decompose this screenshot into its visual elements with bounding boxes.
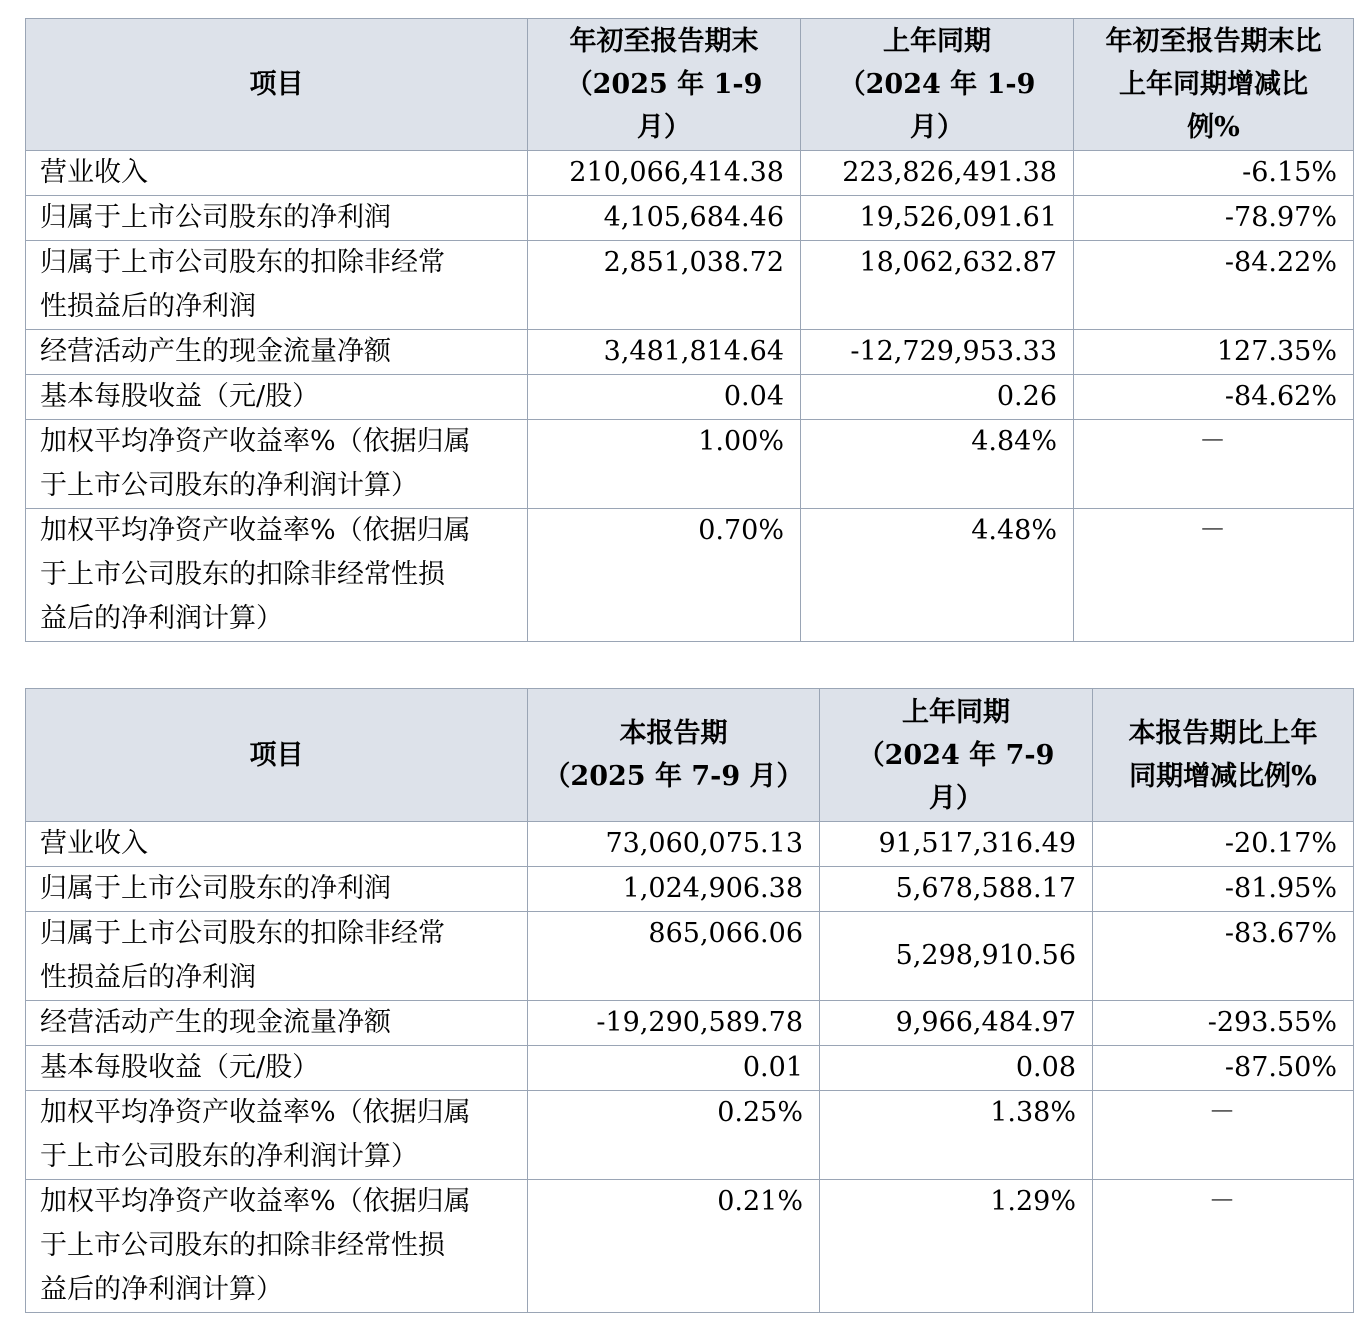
table-header-row (26, 689, 1354, 822)
row-prior: -12,729,953.33 (801, 330, 1074, 375)
row-current: 0.70% (528, 509, 801, 642)
row-change: -6.15% (1074, 151, 1354, 196)
row-current: 865,066.06 (528, 912, 820, 1001)
row-current: 0.21% (528, 1180, 820, 1313)
row-current: 0.04 (528, 375, 801, 420)
row-prior: 18,062,632.87 (801, 241, 1074, 330)
table-row (26, 1046, 1354, 1091)
row-current: 3,481,814.64 (528, 330, 801, 375)
header-change-pct: 本报告期比上年 同期增减比例% (1093, 689, 1354, 822)
table-row (26, 867, 1354, 912)
row-item: 加权平均净资产收益率%（依据归属 于上市公司股东的扣除非经常性损 益后的净利润计算） (26, 509, 528, 642)
table-row (26, 330, 1354, 375)
ytd-financial-table (25, 18, 1354, 642)
row-prior: 0.26 (801, 375, 1074, 420)
header-change-pct: 年初至报告期末比 上年同期增减比 例% (1074, 19, 1354, 151)
row-prior: 4.84% (801, 420, 1074, 509)
row-prior: 5,298,910.56 (820, 912, 1093, 1001)
row-prior: 91,517,316.49 (820, 822, 1093, 867)
row-prior: 4.48% (801, 509, 1074, 642)
row-item: 加权平均净资产收益率%（依据归属 于上市公司股东的净利润计算） (26, 420, 528, 509)
table-row (26, 420, 1354, 509)
header-current-period: 年初至报告期末 （2025 年 1-9 月） (528, 19, 801, 151)
row-item: 加权平均净资产收益率%（依据归属 于上市公司股东的净利润计算） (26, 1091, 528, 1180)
row-change: -84.62% (1074, 375, 1354, 420)
row-current: 0.25% (528, 1091, 820, 1180)
row-prior: 0.08 (820, 1046, 1093, 1091)
row-current: 1.00% (528, 420, 801, 509)
row-prior: 1.29% (820, 1180, 1093, 1313)
row-item: 营业收入 (26, 822, 528, 867)
row-item: 基本每股收益（元/股） (26, 375, 528, 420)
row-item: 基本每股收益（元/股） (26, 1046, 528, 1091)
row-current: -19,290,589.78 (528, 1001, 820, 1046)
row-prior: 19,526,091.61 (801, 196, 1074, 241)
table-header-row (26, 19, 1354, 151)
row-change: -87.50% (1093, 1046, 1354, 1091)
table-row (26, 1091, 1354, 1180)
row-current: 73,060,075.13 (528, 822, 820, 867)
row-item: 营业收入 (26, 151, 528, 196)
table-row (26, 196, 1354, 241)
row-change: -78.97% (1074, 196, 1354, 241)
row-change: － (1093, 1091, 1354, 1180)
row-current: 2,851,038.72 (528, 241, 801, 330)
row-change: -83.67% (1093, 912, 1354, 1001)
row-change: － (1093, 1180, 1354, 1313)
row-item: 归属于上市公司股东的净利润 (26, 196, 528, 241)
row-change: － (1074, 509, 1354, 642)
table-row (26, 375, 1354, 420)
quarter-financial-table (25, 688, 1354, 1313)
row-prior: 5,678,588.17 (820, 867, 1093, 912)
row-change: -20.17% (1093, 822, 1354, 867)
header-current-period: 本报告期 （2025 年 7-9 月） (528, 689, 820, 822)
row-change: -293.55% (1093, 1001, 1354, 1046)
table-row (26, 912, 1354, 1001)
table-row (26, 241, 1354, 330)
row-current: 1,024,906.38 (528, 867, 820, 912)
header-item: 项目 (26, 689, 528, 822)
table-row (26, 1001, 1354, 1046)
row-change: － (1074, 420, 1354, 509)
row-prior: 9,966,484.97 (820, 1001, 1093, 1046)
row-change: -81.95% (1093, 867, 1354, 912)
header-item: 项目 (26, 19, 528, 151)
row-item: 归属于上市公司股东的净利润 (26, 867, 528, 912)
row-change: 127.35% (1074, 330, 1354, 375)
table-row (26, 1180, 1354, 1313)
table-row (26, 509, 1354, 642)
header-prior-period: 上年同期 （2024 年 7-9 月） (820, 689, 1093, 822)
row-current: 4,105,684.46 (528, 196, 801, 241)
row-current: 0.01 (528, 1046, 820, 1091)
row-current: 210,066,414.38 (528, 151, 801, 196)
row-change: -84.22% (1074, 241, 1354, 330)
row-prior: 223,826,491.38 (801, 151, 1074, 196)
row-item: 经营活动产生的现金流量净额 (26, 330, 528, 375)
row-item: 归属于上市公司股东的扣除非经常 性损益后的净利润 (26, 912, 528, 1001)
row-item: 经营活动产生的现金流量净额 (26, 1001, 528, 1046)
row-item: 加权平均净资产收益率%（依据归属 于上市公司股东的扣除非经常性损 益后的净利润计算） (26, 1180, 528, 1313)
row-prior: 1.38% (820, 1091, 1093, 1180)
row-item: 归属于上市公司股东的扣除非经常 性损益后的净利润 (26, 241, 528, 330)
table-row (26, 822, 1354, 867)
header-prior-period: 上年同期 （2024 年 1-9 月） (801, 19, 1074, 151)
table-row (26, 151, 1354, 196)
